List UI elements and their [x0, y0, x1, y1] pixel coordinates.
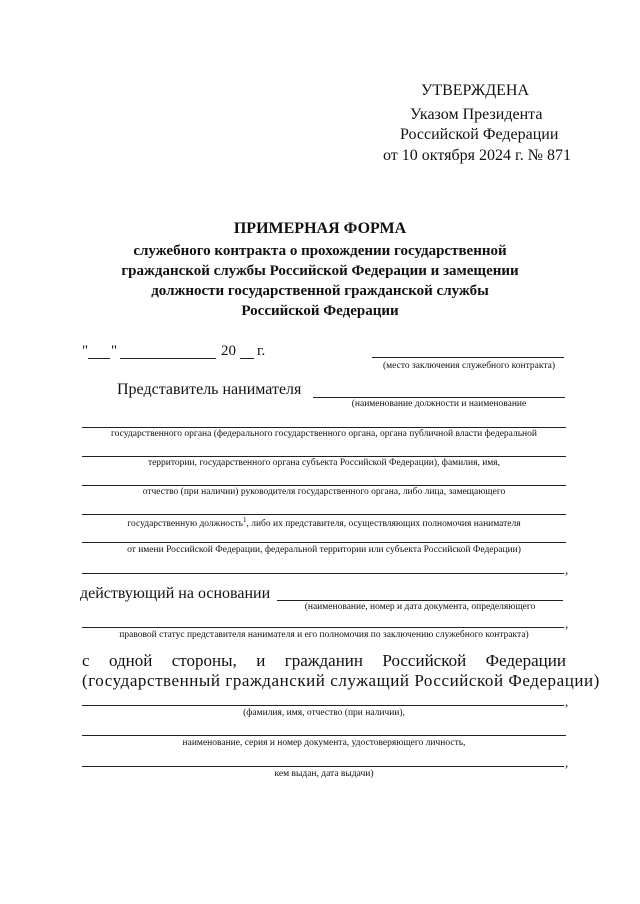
representative-blank-2[interactable] — [82, 427, 566, 428]
word-7: Федерации — [485, 651, 566, 670]
representative-blank-4[interactable] — [82, 485, 566, 486]
date-quote-open: " — [82, 343, 89, 359]
footnote-marker: 1 — [242, 516, 247, 524]
representative-caption-1: (наименование должности и наименование — [351, 399, 527, 409]
representative-caption-6: от имени Российской Федерации, федеральной территории или субъекта Российской Федерации) — [127, 545, 521, 555]
representative-caption-4: отчество (при наличии) руководителя государственного органа, либо лица, замещающего — [142, 487, 506, 497]
citizen-blank-3[interactable] — [82, 766, 564, 767]
word-4: и — [256, 651, 266, 670]
date-quote-close: " — [111, 343, 118, 359]
comma-3: , — [565, 694, 569, 709]
caption-5-text-a: государственную должность — [127, 519, 243, 530]
acting-blank-2[interactable] — [82, 627, 564, 628]
one-side-row — [82, 651, 566, 671]
representative-caption-3: территории, государственного органа субъекта Российской Федерации), фамилия, имя, — [147, 458, 501, 468]
representative-blank-3[interactable] — [82, 456, 566, 457]
representative-blank-7[interactable] — [82, 573, 564, 574]
approval-line-4: от 10 октября 2024 г. № 871 — [383, 147, 572, 164]
subtitle-line-1: служебного контракта о прохождении государственной — [133, 243, 507, 259]
month-blank[interactable] — [120, 358, 216, 359]
subtitle-line-4: Российской Федерации — [241, 303, 399, 319]
comma-2: , — [565, 616, 569, 631]
citizen-caption-2: наименование, серия и номер документа, удостоверяющего личность, — [182, 738, 466, 748]
word-1: с — [82, 651, 90, 670]
subtitle-line-2: гражданской службы Российской Федерации и замещении — [121, 263, 519, 279]
comma-1: , — [565, 562, 569, 577]
document-title: ПРИМЕРНАЯ ФОРМА — [233, 220, 407, 237]
approval-heading: УТВЕРЖДЕНА — [421, 82, 530, 99]
word-5: гражданин — [284, 651, 363, 670]
citizen-caption-3: кем выдан, дата выдачи) — [274, 769, 374, 779]
acting-label: действующий на основании — [80, 585, 271, 602]
word-3: стороны, — [171, 651, 237, 670]
acting-blank-1[interactable] — [277, 600, 563, 601]
subtitle-line-3: должности государственной гражданской службы — [151, 283, 489, 299]
word-6: Российской — [382, 651, 467, 670]
one-side-line-2: (государственный гражданский служащий Российской Федерации) — [82, 671, 600, 690]
comma-4: , — [565, 755, 569, 770]
representative-caption-2: государственного органа (федерального государственного органа, органа публичной власти федеральной — [111, 429, 537, 439]
representative-label: Представитель нанимателя — [117, 381, 302, 398]
citizen-caption-1: (фамилия, имя, отчество (при наличии), — [243, 708, 405, 718]
acting-caption-2: правовой статус представителя нанимателя и его полномочия по заключению служебного контракта) — [119, 630, 529, 640]
representative-blank-6[interactable] — [82, 542, 566, 543]
day-blank[interactable] — [88, 358, 110, 359]
year-blank[interactable] — [240, 358, 254, 359]
place-blank[interactable] — [372, 357, 564, 358]
caption-5-text-b: , либо их представителя, осуществляющих полномочия нанимателя — [246, 519, 521, 530]
representative-caption-5 — [82, 516, 566, 529]
word-2: одной — [108, 651, 153, 670]
year-prefix: 20 — [221, 343, 236, 359]
citizen-blank-2[interactable] — [82, 735, 566, 736]
place-caption: (место заключения служебного контракта) — [383, 361, 555, 371]
representative-blank-1[interactable] — [313, 397, 565, 398]
acting-caption-1: (наименование, номер и дата документа, определяющего — [304, 602, 536, 612]
year-suffix: г. — [257, 343, 266, 359]
citizen-blank-1[interactable] — [82, 705, 564, 706]
approval-line-2: Указом Президента — [410, 106, 543, 123]
approval-line-3: Российской Федерации — [400, 126, 559, 143]
representative-blank-5[interactable] — [82, 514, 566, 515]
